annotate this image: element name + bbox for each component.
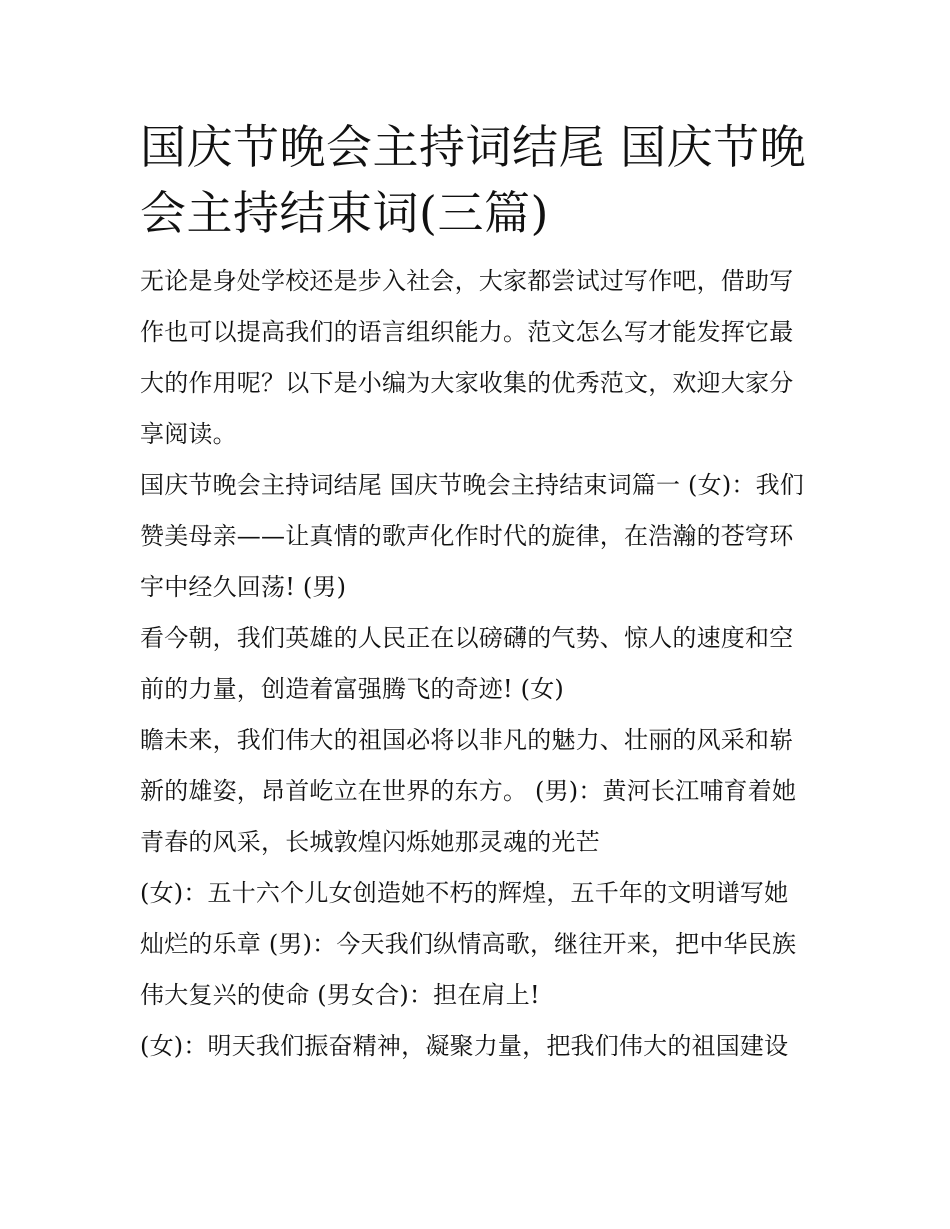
body-paragraph: (女)：明天我们振奋精神，凝聚力量，把我们伟大的祖国建设 [140, 1032, 789, 1060]
document-body [140, 114, 812, 1072]
body-paragraph: 看今朝，我们英雄的人民正在以磅礴的气势、惊人的速度和空前的力量，创造着富强腾飞的奇迹! (女) [140, 624, 794, 703]
body-paragraph: 国庆节晚会主持词结尾 国庆节晚会主持结束词篇一 (女)：我们赞美母亲——让真情的歌声化作时代的旋律，在浩瀚的苍穹环宇中经久回荡! (男) [140, 471, 804, 601]
document-title: 国庆节晚会主持词结尾 国庆节晚会主持结束词(三篇) [140, 120, 807, 240]
body-paragraph: (女)：五十六个儿女创造她不朽的辉煌，五千年的文明谱写她灿烂的乐章 (男)：今天我们纵情高歌，继往开来，把中华民族伟大复兴的使命 (男女合)：担在肩上! [140, 879, 797, 1009]
body-paragraph: 瞻未来，我们伟大的祖国必将以非凡的魅力、壮丽的风采和崭新的雄姿，昂首屹立在世界的东方。 (男)：黄河长江哺育着她青春的风采，长城敦煌闪烁她那灵魂的光芒 [140, 726, 797, 856]
intro-paragraph: 无论是身处学校还是步入社会，大家都尝试过写作吧，借助写作也可以提高我们的语言组织能力。范文怎么写才能发挥它最大的作用呢？以下是小编为大家收集的优秀范文，欢迎大家分享阅读。 [140, 267, 794, 448]
